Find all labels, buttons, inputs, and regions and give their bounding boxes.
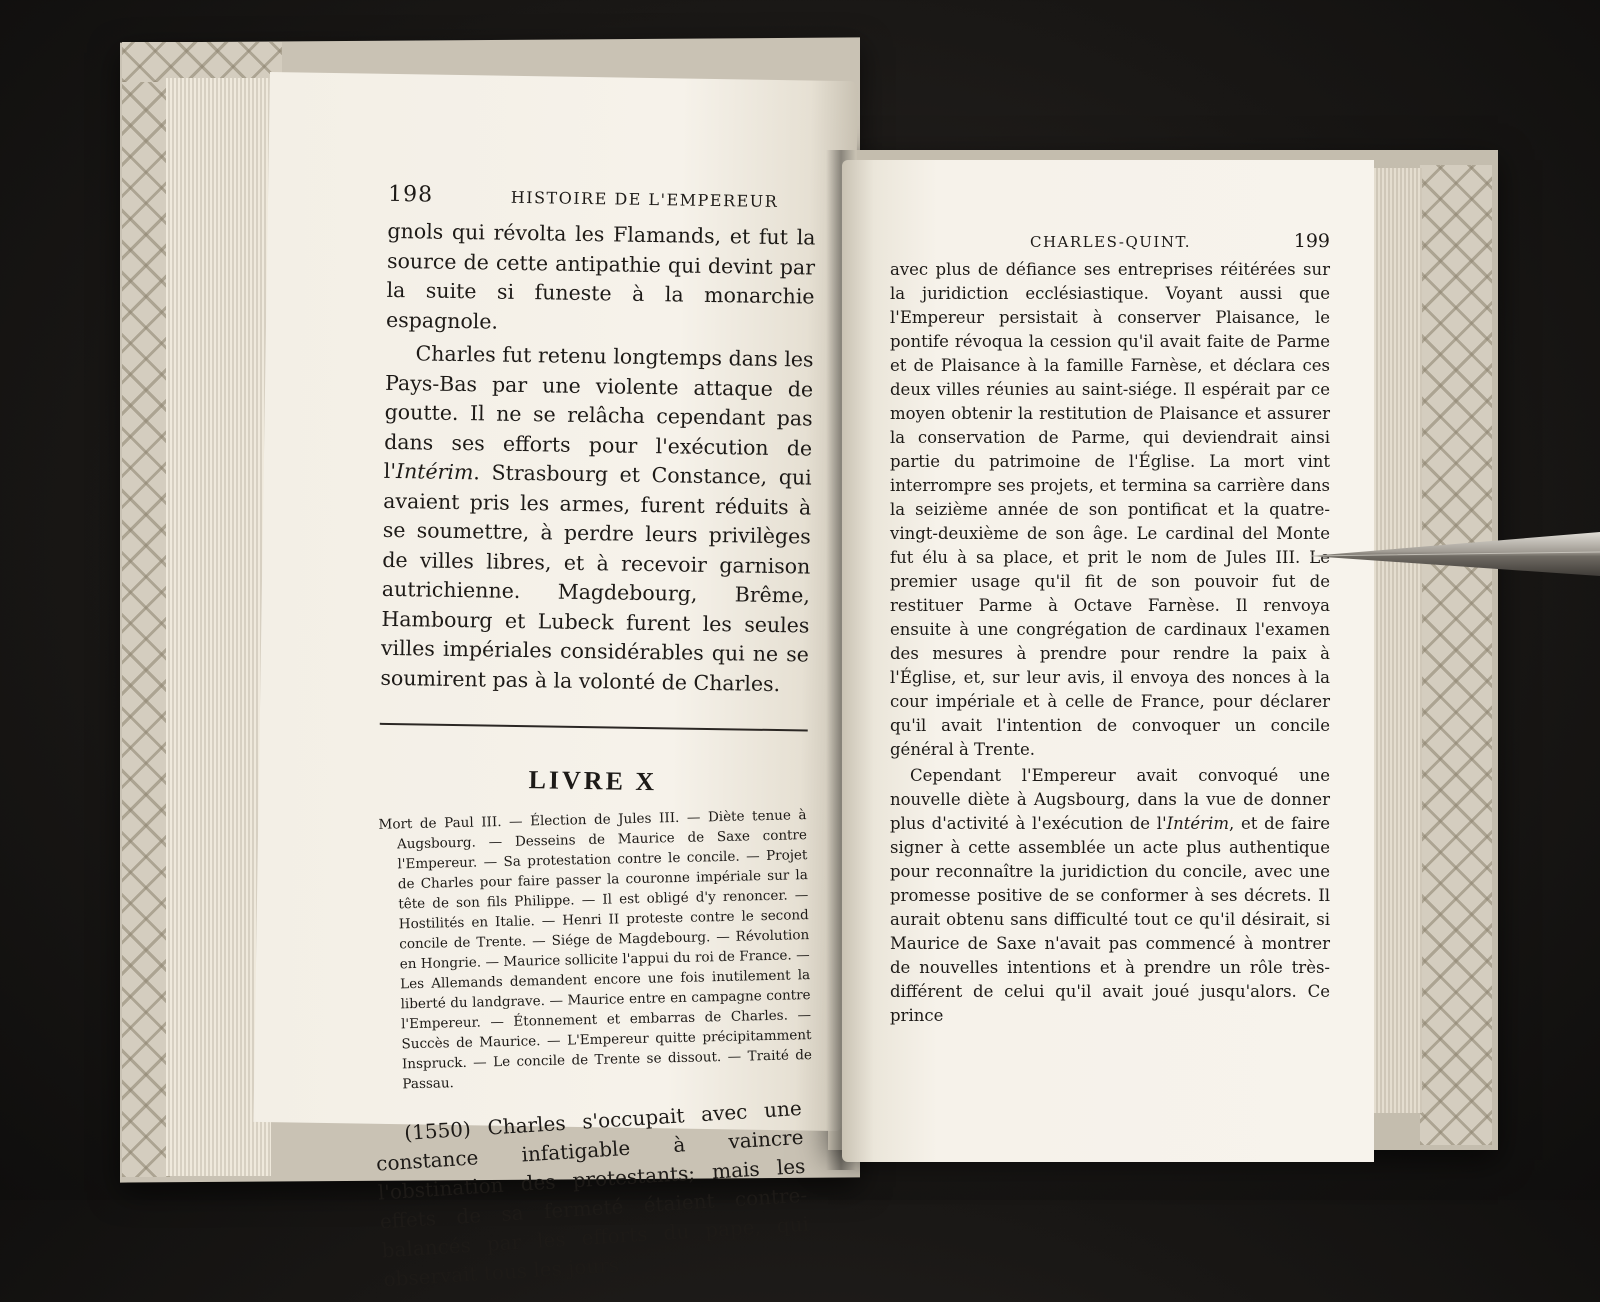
left-running-head [388, 182, 816, 214]
left-paragraph-2 [380, 339, 814, 700]
right-running-head [890, 230, 1330, 252]
right-paragraph-2 [890, 764, 1330, 1028]
chapter-title: LIVRE X [528, 765, 658, 797]
left-page-text [371, 182, 816, 1302]
right-paragraph-2-italic: Intérim [1166, 814, 1229, 833]
marbled-endpaper-top [122, 42, 282, 82]
left-paragraph-2-start: Charles fut retenu longtemps dans les Pays-Bas par une violente attaque de goutte. Il ne se relâcha cependant pas dans ses efforts pour l'exécution de l' [383, 341, 814, 484]
left-page-number: 198 [387, 181, 434, 208]
right-page-text [890, 230, 1330, 1028]
left-page [254, 72, 858, 1292]
section-rule [380, 723, 808, 732]
left-paragraph-2-end: . Strasbourg et Constance, qui avaient pris les armes, furent réduits à se soumettre, à perdre leurs privilèges de villes libres, et à recevoir garnison autrichienne. Magdebourg, Brême, Hambourg et Lubeck furent les seules villes impériales considérables qui ne se soumirent pas à la volonté de Charles. [380, 460, 812, 696]
left-paragraph-1: gnols qui révolta les Flamands, et fut la source de cette antipathie qui devint par la suite si funeste à la monarchie espagnole. [385, 218, 816, 334]
chapter-opening-paragraph: (1550) Charles s'occupait avec une constance infatigable à vaincre l'obstination des protestants; mais les effets de sa fermeté étaient contre-balancés par les efforts du pape, qui observait tous les jours [375, 1095, 810, 1292]
left-paragraph-2-italic: Intérim [395, 459, 474, 485]
letter-opener-blade [1310, 530, 1600, 578]
left-running-title: HISTOIRE DE L'EMPEREUR [510, 187, 779, 211]
right-paragraph-2-start: Cependant l'Empereur avait convoqué une nouvelle diète à Augsbourg, dans la vue de donner plus d'activité à l'exécution de l' [890, 766, 1330, 833]
marbled-endpaper-right [1420, 165, 1492, 1145]
right-paragraph-1: avec plus de défiance ses entreprises réitérées sur la juridiction ecclésiastique. Voyant aussi que l'Empereur persistait à conserver Plaisance, le pontife révoqua la cession qu'il avait faite de Parme et de Plaisance à la famille Farnèse, et déclara ces deux villes réunies au saint-siége. Il espérait par ce moyen obtenir la restitution de Plaisance et assurer la conservation de Parme, qui deviendrait ainsi partie du patrimoine de l'Église. La mort vint interrompre ses projets, et termina sa carrière dans la seizième année de son pontificat et la quatre-vingt-deuxième de son âge. Le cardinal del Monte fut élu à sa place, et prit le nom de Jules III. Le premier usage qu'il fit de son pouvoir fut de restituer Parme à Octave Farnèse. Il renvoya ensuite à une congrégation de cardinaux l'examen des mesures à prendre pour rendre la paix à l'Église, et, sur leur avis, il envoya des nonces à la cour impériale et à celle de France, pour déclarer qu'il avait l'intention de convoquer un concile général à Trente. [890, 260, 1330, 759]
right-running-title: CHARLES-QUINT. [1030, 233, 1192, 251]
right-page-number: 199 [1293, 230, 1330, 252]
marbled-endpaper-left [122, 52, 170, 1177]
chapter-summary: Mort de Paul III. — Élection de Jules III. — Diète tenue à Augsbourg. — Desseins de Maurice de Saxe contre l'Empereur. — Sa protestation contre le concile. — Projet de Charles pour faire passer la couronne impériale sur la tête de son fils Philippe. — Il est obligé d'y renoncer. — Hostilités en Italie. — Henri II proteste contre le second concile de Trente. — Siége de Magdebourg. — Révolution en Hongrie. — Maurice sollicite l'appui du roi de France. — Les Allemands demandent encore une fois inutilement la liberté du landgrave. — Maurice entre en campagne contre l'Empereur. — Étonnement et embarras de Charles. — Succès de Maurice. — L'Empereur quitte précipitamment Inspruck. — Le concile de Trente se dissout. — Traité de Passau. [378, 807, 813, 1093]
right-paragraph-2-end: , et de faire signer à cette assemblée un acte plus authentique pour reconnaître la juridiction du concile, avec une promesse positive de se conformer à ses décrets. Il aurait obtenu sans difficulté tout ce qu'il désirait, si Maurice de Saxe n'avait pas commencé à montrer de nouvelles intentions et à prendre un rôle très-différent de celui qu'il avait joué jusqu'alors. Ce prince [890, 814, 1330, 1025]
right-page [842, 160, 1374, 1162]
page-block-edge-right [1370, 168, 1422, 1113]
